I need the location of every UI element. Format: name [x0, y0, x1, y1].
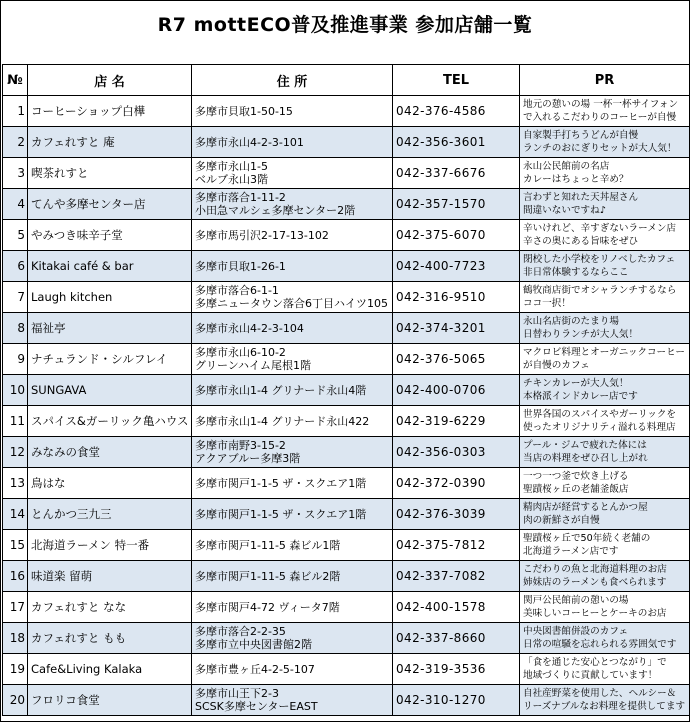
pr-line-2: リーズナブルなお料理を提供してます [523, 701, 686, 712]
address-line-1: 多摩市豊ヶ丘4-2-5-107 [195, 662, 315, 676]
pr-line-1: 永山公民館前の名店 [523, 161, 610, 172]
row-number: 6 [3, 251, 28, 282]
pr-line-2: 本格派インドカレー店です [523, 391, 638, 402]
store-tel: 042-337-6676 [393, 158, 520, 189]
table-row [3, 344, 690, 375]
pr-line-1: 閉校した小学校をリノベしたカフェ [523, 254, 676, 265]
store-address [192, 468, 393, 499]
address-line-1: 多摩市関戸1-1-5 ザ・スクエア1階 [195, 507, 367, 521]
row-number: 5 [3, 220, 28, 251]
store-tel: 042-400-0706 [393, 375, 520, 406]
header-pr: PR [520, 65, 690, 96]
pr-line-1: チキンカレーが大人気！ [523, 378, 629, 389]
pr-line-2: 日替わりランチが大人気！ [523, 329, 639, 340]
store-table [2, 64, 690, 716]
row-number: 18 [3, 623, 28, 654]
header-no: № [3, 65, 28, 96]
address-line-2: 多摩ニュータウン落合6丁目ハイツ105 [195, 297, 388, 310]
store-address [192, 592, 393, 623]
store-tel: 042-337-8660 [393, 623, 520, 654]
header-name: 店 名 [28, 65, 192, 96]
pr-line-2: 地域づくりに貢献しています！ [523, 670, 658, 681]
address-line-2: アクアブルー多摩3階 [195, 452, 301, 465]
address-line-1: 多摩市関戸1-1-5 ザ・スクエア1階 [195, 476, 367, 490]
table-row [3, 654, 690, 685]
row-number: 15 [3, 530, 28, 561]
pr-line-1: 世界各国のスパイスやガーリックを [523, 409, 677, 420]
table-row [3, 592, 690, 623]
store-name: Cafe&Living Kalaka [28, 654, 192, 685]
pr-line-1: プール・ジムで疲れた体には [523, 440, 647, 451]
table-row [3, 251, 690, 282]
pr-line-2: 辛さの奥にある旨味をぜひ [523, 236, 639, 247]
address-line-1: 多摩市南野3-15-2 [195, 439, 286, 452]
pr-line-1: 「食を通じた安心とつながり」で [523, 657, 667, 668]
store-tel: 042-376-4586 [393, 96, 520, 127]
store-name: とんかつ三九三 [28, 499, 192, 530]
store-address [192, 158, 393, 189]
row-number: 1 [3, 96, 28, 127]
store-tel: 042-375-6070 [393, 220, 520, 251]
store-name: やみつき味辛子堂 [28, 220, 192, 251]
store-name: フロリコ食堂 [28, 685, 192, 716]
address-line-2: ベルブ永山3階 [195, 173, 268, 186]
header-tel: TEL [393, 65, 520, 96]
pr-line-1: マクロビ料理とオーガニックコーヒー [523, 347, 685, 358]
table-row [3, 561, 690, 592]
table-row [3, 530, 690, 561]
pr-line-1: 永山名店街のたまり場 [523, 316, 619, 327]
store-address [192, 437, 393, 468]
pr-line-1: 精肉店が経営するとんかつ屋 [523, 502, 648, 513]
pr-line-2: で入れるこだわりのコーヒーが自慢 [523, 112, 677, 123]
store-pr [520, 623, 690, 654]
table-row [3, 437, 690, 468]
store-tel: 042-400-7723 [393, 251, 520, 282]
pr-line-2: 使ったオリジナリティ溢れる料理店 [523, 422, 676, 433]
row-number: 11 [3, 406, 28, 437]
pr-line-2: が自慢のカフェ [523, 360, 590, 371]
store-address [192, 654, 393, 685]
store-tel: 042-400-1578 [393, 592, 520, 623]
store-pr [520, 685, 690, 716]
store-tel: 042-357-1570 [393, 189, 520, 220]
store-pr [520, 313, 690, 344]
store-pr [520, 468, 690, 499]
store-tel: 042-319-6229 [393, 406, 520, 437]
store-address [192, 530, 393, 561]
table-row [3, 623, 690, 654]
store-tel: 042-376-5065 [393, 344, 520, 375]
pr-line-1: 言わずと知れた天丼屋さん [523, 192, 639, 203]
store-address [192, 189, 393, 220]
address-line-1: 多摩市関戸1-11-5 森ビル2階 [195, 569, 341, 583]
row-number: 8 [3, 313, 28, 344]
store-name: ナチュランド・シルフレイ [28, 344, 192, 375]
address-line-1: 多摩市落合2-2-35 [195, 625, 286, 638]
store-pr [520, 251, 690, 282]
pr-line-1: 辛いけれど、辛すぎないラーメン店 [523, 223, 677, 234]
store-tel: 042-356-0303 [393, 437, 520, 468]
store-pr [520, 127, 690, 158]
row-number: 9 [3, 344, 28, 375]
store-name: カフェれすと 庵 [28, 127, 192, 158]
address-line-1: 多摩市落合1-11-2 [195, 191, 286, 204]
row-number: 20 [3, 685, 28, 716]
address-line-1: 多摩市永山4-2-3-104 [195, 321, 304, 335]
store-address [192, 313, 393, 344]
address-line-1: 多摩市落合6-1-1 [195, 284, 279, 297]
store-tel: 042-310-1270 [393, 685, 520, 716]
store-name: カフェれすと もも [28, 623, 192, 654]
pr-line-2: ランチのおにぎりセットが大人気！ [523, 143, 677, 154]
store-tel: 042-356-3601 [393, 127, 520, 158]
store-name: 福祉亭 [28, 313, 192, 344]
store-pr [520, 530, 690, 561]
row-number: 3 [3, 158, 28, 189]
store-name: 鳥はな [28, 468, 192, 499]
table-row [3, 158, 690, 189]
store-address [192, 282, 393, 313]
address-line-1: 多摩市関戸1-11-5 森ビル1階 [195, 538, 341, 552]
pr-line-1: 鶴牧商店街でオシャランチするなら [523, 285, 677, 296]
row-number: 14 [3, 499, 28, 530]
address-line-2: 多摩市立中央図書館2階 [195, 638, 312, 651]
store-pr [520, 189, 690, 220]
pr-line-2: 日常の喧騒を忘れられる雰囲気です [523, 639, 677, 650]
store-name: 喫茶れすと [28, 158, 192, 189]
store-pr [520, 220, 690, 251]
store-pr [520, 561, 690, 592]
store-pr [520, 654, 690, 685]
pr-line-1: 自家製手打ちうどんが自慢 [523, 130, 639, 141]
store-address [192, 685, 393, 716]
store-address [192, 375, 393, 406]
table-row [3, 685, 690, 716]
store-tel: 042-375-7812 [393, 530, 520, 561]
table-row [3, 375, 690, 406]
store-pr [520, 437, 690, 468]
store-pr [520, 592, 690, 623]
address-line-2: 小田急マルシェ多摩センター2階 [195, 204, 356, 217]
table-row [3, 220, 690, 251]
store-tel: 042-319-3536 [393, 654, 520, 685]
address-line-1: 多摩市永山1-5 [195, 160, 268, 173]
table-row [3, 406, 690, 437]
table-row [3, 499, 690, 530]
row-number: 4 [3, 189, 28, 220]
address-line-1: 多摩市貝取1-26-1 [195, 259, 286, 273]
row-number: 7 [3, 282, 28, 313]
store-name: 北海道ラーメン 特一番 [28, 530, 192, 561]
table-body [3, 96, 690, 716]
row-number: 2 [3, 127, 28, 158]
store-address [192, 561, 393, 592]
store-address [192, 499, 393, 530]
row-number: 16 [3, 561, 28, 592]
store-name: Laugh kitchen [28, 282, 192, 313]
pr-line-1: 聖蹟桜ヶ丘で50年続く老舗の [523, 533, 651, 544]
row-number: 12 [3, 437, 28, 468]
store-pr [520, 499, 690, 530]
pr-line-2: 聖蹟桜ヶ丘の老舗釜飯店 [523, 484, 629, 495]
store-address [192, 406, 393, 437]
address-line-1: 多摩市永山6-10-2 [195, 346, 286, 359]
store-tel: 042-374-3201 [393, 313, 520, 344]
pr-line-1: こだわりの魚と北海道料理のお店 [523, 564, 667, 575]
pr-line-2: カレーはちょっと辛め？ [523, 174, 629, 185]
address-line-2: グリーンハイム尾根1階 [195, 359, 312, 372]
address-line-1: 多摩市山王下2-3 [195, 687, 279, 700]
row-number: 17 [3, 592, 28, 623]
address-line-1: 多摩市馬引沢2-17-13-102 [195, 228, 329, 242]
store-name: みなみの食堂 [28, 437, 192, 468]
table-row [3, 189, 690, 220]
store-pr [520, 344, 690, 375]
table-row [3, 468, 690, 499]
table-header-row [3, 65, 690, 96]
pr-line-1: 中央図書館併設のカフェ [523, 626, 629, 637]
address-line-1: 多摩市永山1-4 グリナード永山422 [195, 414, 370, 428]
store-pr [520, 96, 690, 127]
store-address [192, 127, 393, 158]
store-pr [520, 282, 690, 313]
store-pr [520, 158, 690, 189]
pr-line-2: 肉の新鮮さが自慢 [523, 515, 600, 526]
address-line-1: 多摩市関戸4-72 ヴィータ7階 [195, 600, 340, 614]
pr-line-2: 当店の料理をぜひ召し上がれ [523, 453, 648, 464]
pr-line-1: 一つ一つ釜で炊き上げる [523, 471, 629, 482]
store-name: コーヒーショップ白樺 [28, 96, 192, 127]
store-name: SUNGAVA [28, 375, 192, 406]
store-tel: 042-372-0390 [393, 468, 520, 499]
table-row [3, 282, 690, 313]
page-title: R7 mottECO普及推進事業 参加店舗一覧 [157, 14, 533, 36]
store-address [192, 220, 393, 251]
store-address [192, 96, 393, 127]
store-tel: 042-316-9510 [393, 282, 520, 313]
store-address [192, 623, 393, 654]
table-row [3, 313, 690, 344]
table-row [3, 127, 690, 158]
pr-line-1: 地元の憩いの場 一杯一杯サイフォン [523, 99, 679, 110]
header-address: 住 所 [192, 65, 393, 96]
store-tel: 042-376-3039 [393, 499, 520, 530]
address-line-1: 多摩市貝取1-50-15 [195, 104, 293, 118]
pr-line-2: ココ一択！ [523, 298, 571, 309]
pr-line-2: 非日常体験するならここ [523, 267, 629, 278]
store-address [192, 344, 393, 375]
row-number: 19 [3, 654, 28, 685]
store-pr [520, 375, 690, 406]
store-address [192, 251, 393, 282]
row-number: 10 [3, 375, 28, 406]
store-name: カフェれすと なな [28, 592, 192, 623]
store-tel: 042-337-7082 [393, 561, 520, 592]
pr-line-2: 間違いないですね♪ [523, 205, 606, 216]
address-line-2: SCSK多摩センターEAST [195, 700, 318, 713]
pr-line-1: 関戸公民館前の憩いの場 [523, 595, 629, 606]
pr-line-2: 美味しいコーヒーとケーキのお店 [523, 608, 667, 619]
store-pr [520, 406, 690, 437]
store-name: てんや多摩センター店 [28, 189, 192, 220]
address-line-1: 多摩市永山1-4 グリナード永山4階 [195, 383, 367, 397]
pr-line-2: 北海道ラーメン店です [523, 546, 619, 557]
store-name: Kitakai café & bar [28, 251, 192, 282]
pr-line-1: 自社産野菜を使用した、ヘルシー＆ [523, 688, 677, 699]
store-name: 味道楽 留萌 [28, 561, 192, 592]
store-name: スパイス&ガーリック亀ハウス [28, 406, 192, 437]
title-gap [1, 50, 689, 64]
pr-line-2: 姉妹店のラーメンも食べられます [523, 577, 667, 588]
table-row [3, 96, 690, 127]
row-number: 13 [3, 468, 28, 499]
address-line-1: 多摩市永山4-2-3-101 [195, 135, 304, 149]
